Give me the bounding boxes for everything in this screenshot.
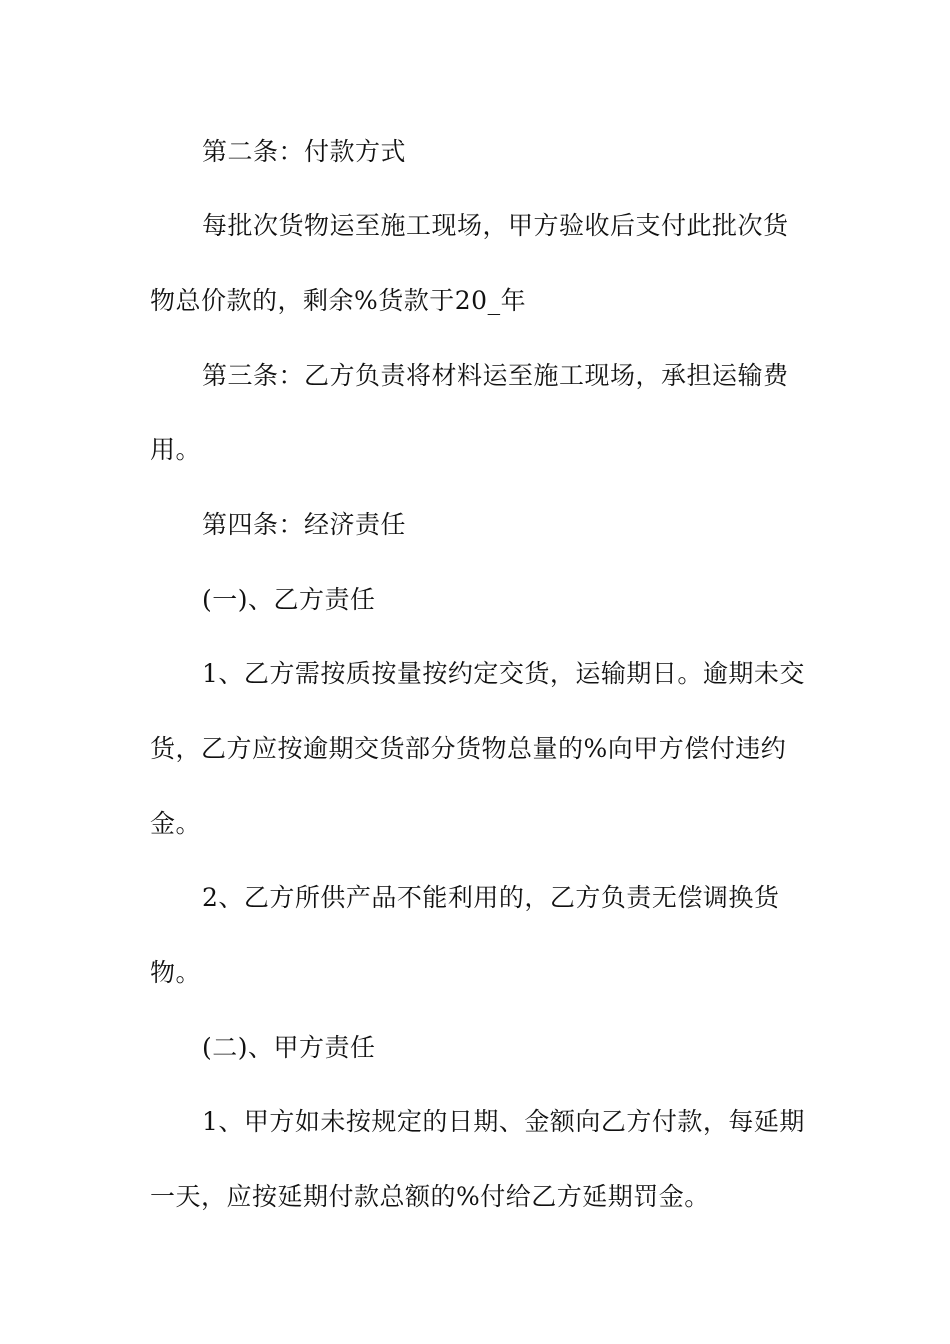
- paragraph-line: 物总价款的，剩余%货款于20_年: [150, 286, 527, 315]
- paragraph-line: 用。: [150, 435, 202, 464]
- paragraph-line: 物。: [150, 958, 202, 987]
- article-2-heading: 第二条：付款方式: [202, 137, 407, 166]
- paragraph-line: 1、甲方如未按规定的日期、金额向乙方付款，每延期: [202, 1107, 805, 1136]
- paragraph-line: 一天，应按延期付款总额的%付给乙方延期罚金。: [150, 1182, 710, 1211]
- paragraph-line: 2、乙方所供产品不能利用的，乙方负责无偿调换货: [202, 883, 780, 912]
- section-2-heading: (二)、甲方责任: [202, 1033, 376, 1062]
- article-4-heading: 第四条：经济责任: [202, 510, 407, 539]
- paragraph-line: 货，乙方应按逾期交货部分货物总量的%向甲方偿付违约: [150, 734, 787, 763]
- section-1-heading: (一)、乙方责任: [202, 585, 376, 614]
- paragraph-line: 1、乙方需按质按量按约定交货，运输期日。逾期未交: [202, 659, 805, 688]
- article-3-line: 第三条：乙方负责将材料运至施工现场，承担运输费: [202, 361, 789, 390]
- paragraph-line: 金。: [150, 809, 202, 838]
- paragraph-line: 每批次货物运至施工现场，甲方验收后支付此批次货: [202, 211, 789, 240]
